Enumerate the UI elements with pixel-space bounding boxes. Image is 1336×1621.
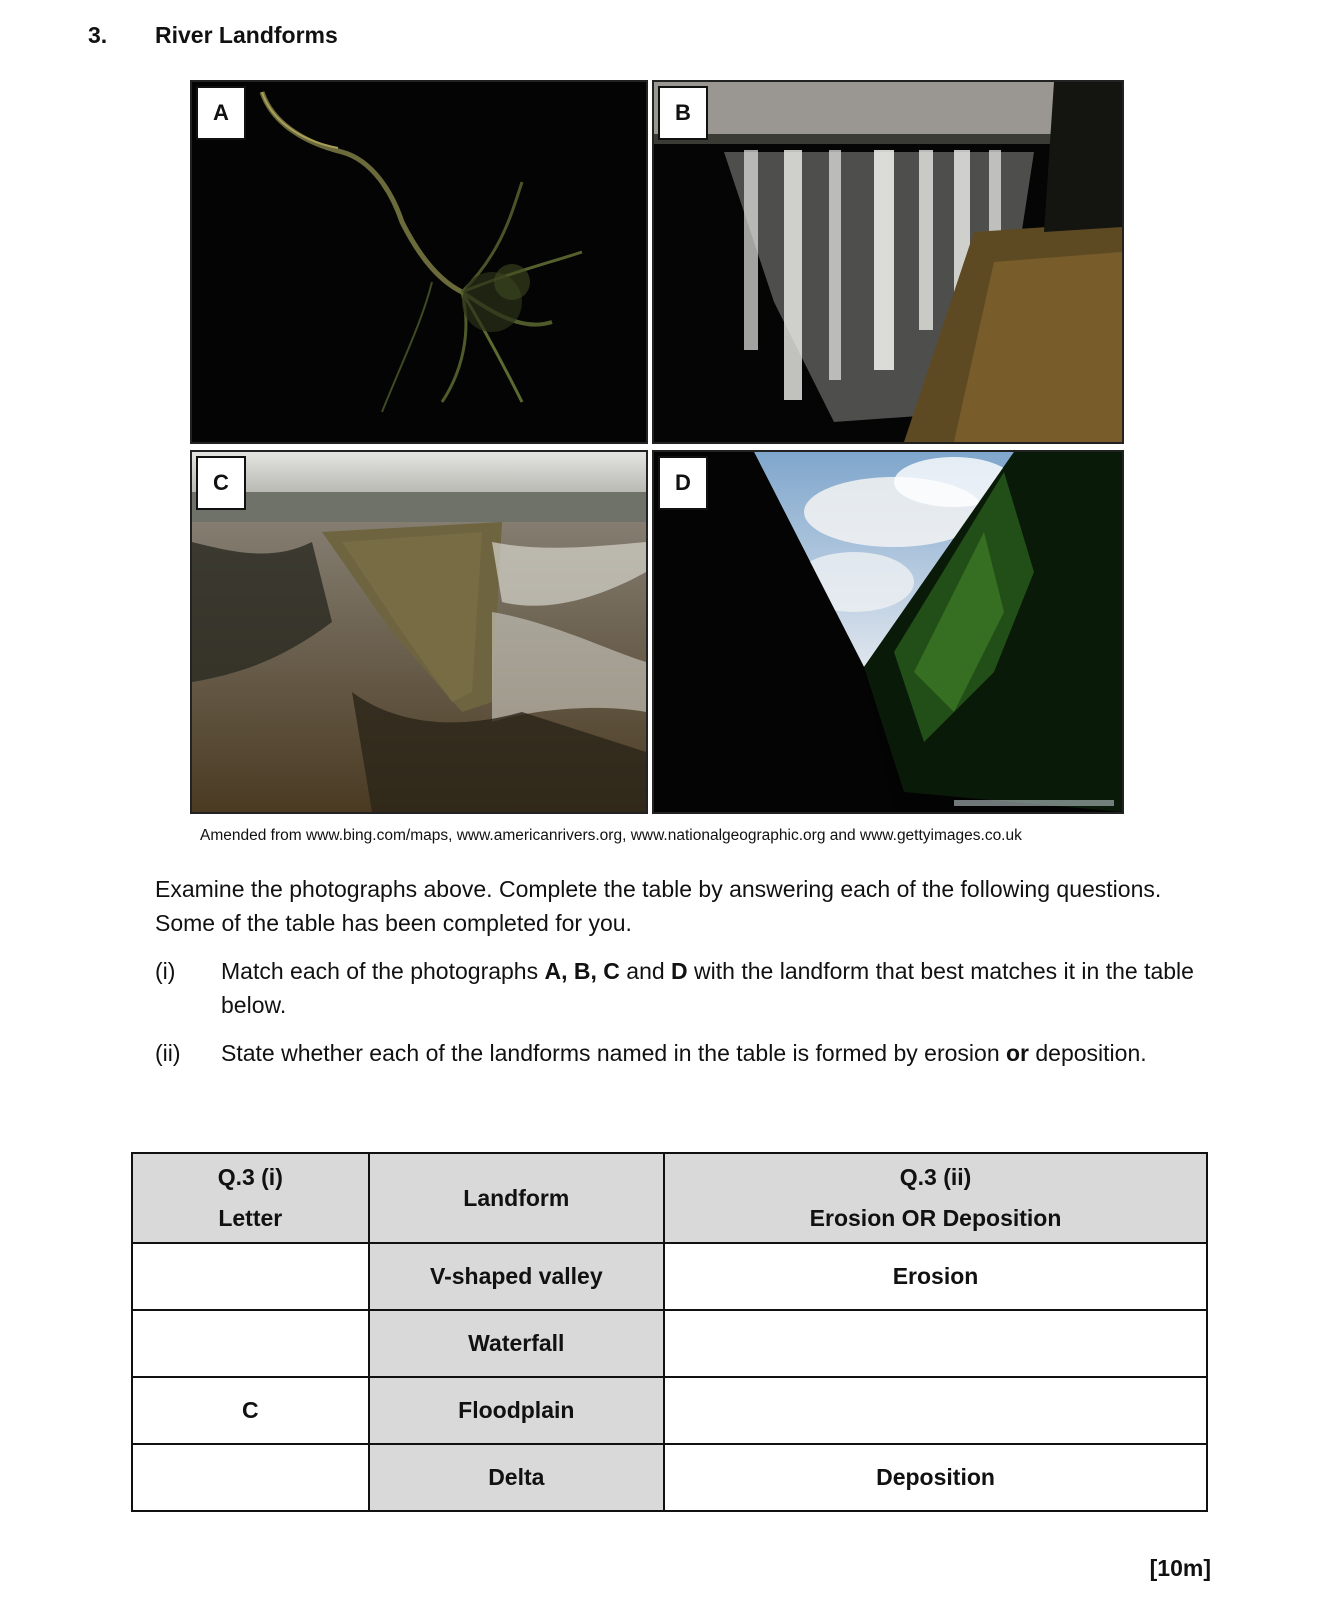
landform-cell: V-shaped valley [369, 1243, 665, 1310]
photo-c-floodplain [190, 450, 648, 814]
letter-cell[interactable] [132, 1310, 369, 1377]
photo-b-waterfall [652, 80, 1124, 444]
process-cell[interactable]: Deposition [664, 1444, 1207, 1511]
header-landform: Landform [369, 1153, 665, 1243]
v-valley-image [654, 452, 1122, 812]
process-cell[interactable] [664, 1377, 1207, 1444]
letter-cell[interactable]: C [132, 1377, 369, 1444]
letter-cell[interactable] [132, 1444, 369, 1511]
source-note: Amended from www.bing.com/maps, www.americanrivers.org, www.nationalgeographic.org and www.gettyimages.co.uk [200, 827, 1022, 844]
intro-paragraph: Examine the photographs above. Complete the table by answering each of the following questions. Some of the table has been completed for you. [155, 876, 1162, 936]
photo-label-a: A [196, 86, 246, 140]
roman-numeral-ii: (ii) [155, 1040, 181, 1066]
landform-cell: Floodplain [369, 1377, 665, 1444]
photo-label-c: C [196, 456, 246, 510]
header-letter: Q.3 (i) Letter [132, 1153, 369, 1243]
photo-label-d: D [658, 456, 708, 510]
photo-d-v-shaped-valley [652, 450, 1124, 814]
part-i-text: Match each of the photographs A, B, C and D with the landform that best matches it in the table below. [221, 958, 1194, 1018]
table-row [132, 1243, 1207, 1310]
process-cell[interactable] [664, 1310, 1207, 1377]
landform-cell: Waterfall [369, 1310, 665, 1377]
waterfall-image [654, 82, 1122, 442]
table-row [132, 1310, 1207, 1377]
question-number: 3. [88, 22, 108, 48]
table-row [132, 1444, 1207, 1511]
question-part-ii [155, 1036, 1225, 1106]
marks-total: [10m] [1149, 1555, 1211, 1581]
table-row [132, 1377, 1207, 1444]
question-part-i [155, 954, 1225, 1024]
header-process: Q.3 (ii) Erosion OR Deposition [664, 1153, 1207, 1243]
photo-a-delta [190, 80, 648, 444]
letter-cell[interactable] [132, 1243, 369, 1310]
floodplain-image [192, 452, 646, 812]
question-title: River Landforms [155, 22, 338, 48]
roman-numeral-i: (i) [155, 958, 176, 984]
part-ii-text: State whether each of the landforms named in the table is formed by erosion or deposition. [221, 1040, 1147, 1066]
photo-label-b: B [658, 86, 708, 140]
process-cell[interactable]: Erosion [664, 1243, 1207, 1310]
answer-table [131, 1152, 1208, 1512]
delta-image [192, 82, 646, 442]
table-header-row [132, 1153, 1207, 1243]
landform-cell: Delta [369, 1444, 665, 1511]
